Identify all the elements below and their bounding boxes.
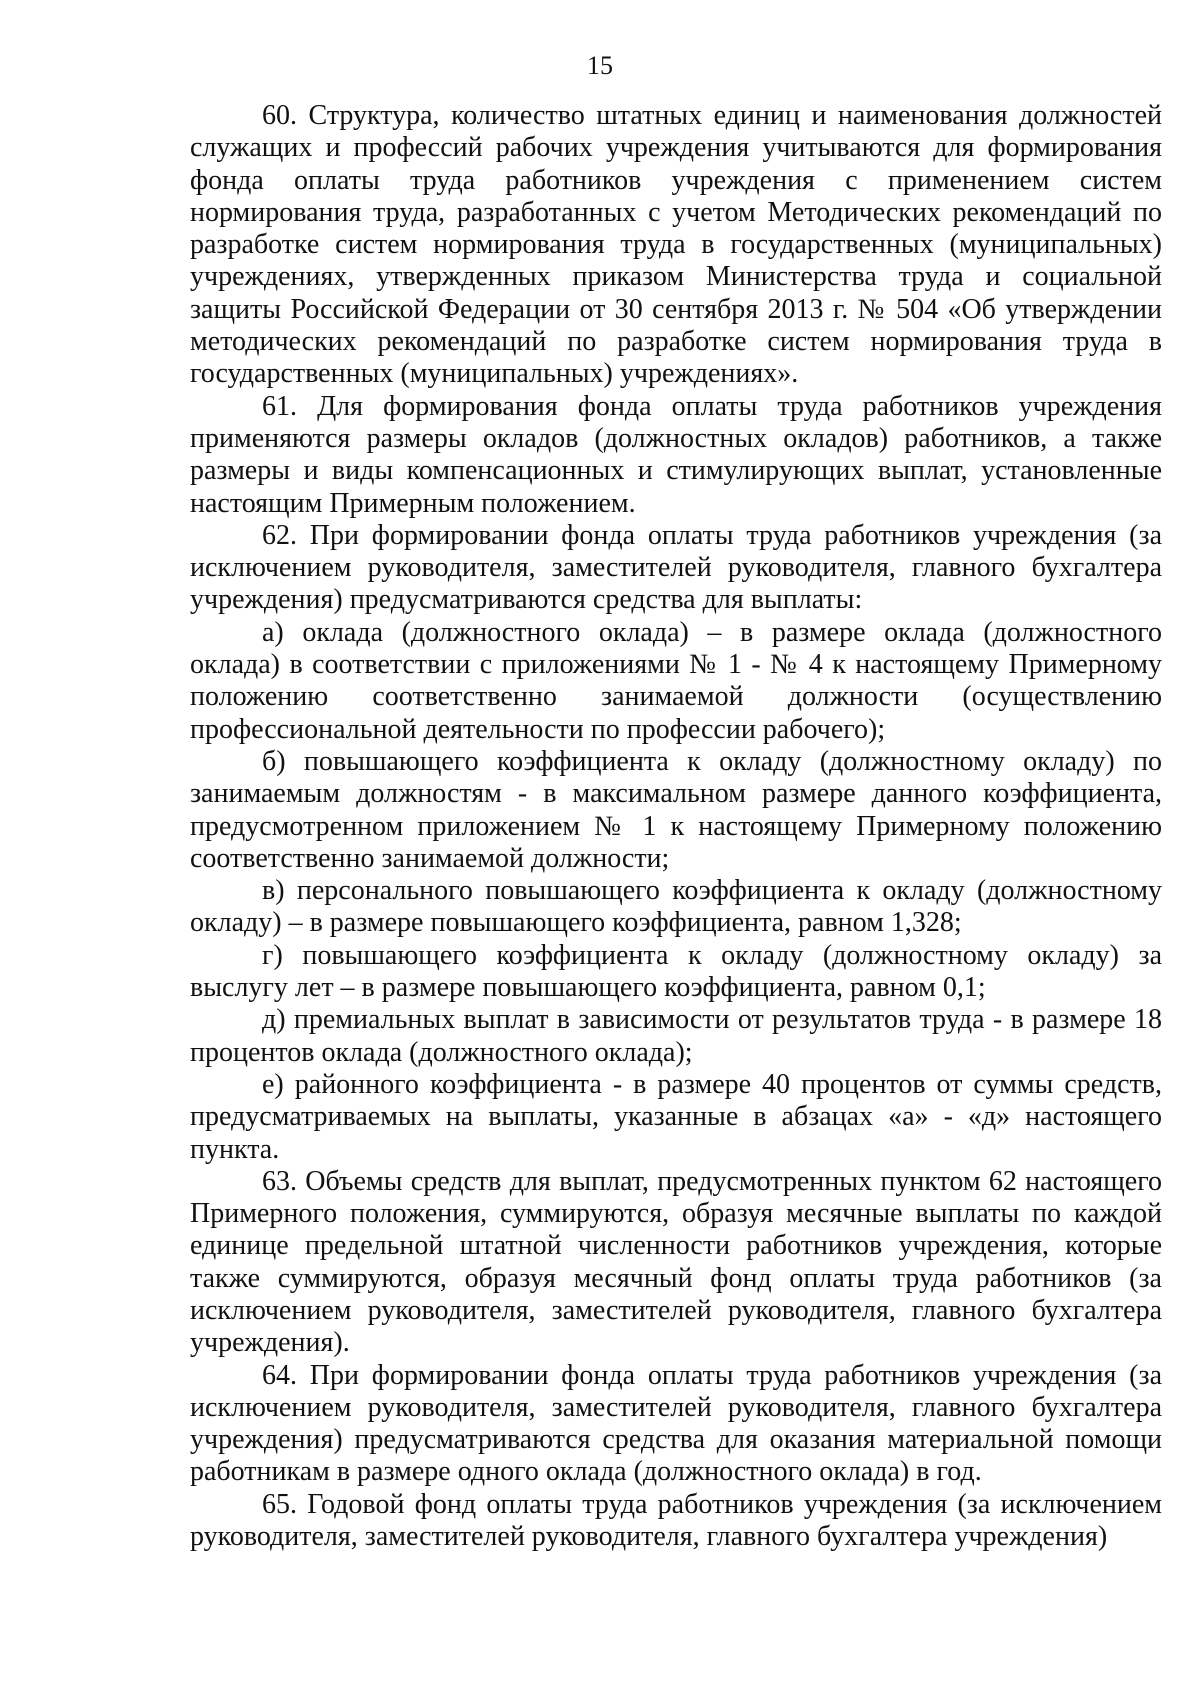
paragraph-62-e: е) районного коэффициента - в размере 40 процентов от суммы средств, предусматриваемых на выплаты, указанные в абзацах «а» - «д» настоящего пункта. [190, 1068, 1162, 1165]
paragraph-65: 65. Годовой фонд оплаты труда работников учреждения (за исключением руководителя, заместителей руководителя, главного бухгалтера учреждения) [190, 1488, 1162, 1553]
document-body [190, 100, 1162, 1553]
paragraph-62: 62. При формировании фонда оплаты труда работников учреждения (за исключением руководителя, заместителей руководителя, главного бухгалтера учреждения) предусматриваются средства для выплаты: [190, 519, 1162, 616]
paragraph-62-d: д) премиальных выплат в зависимости от результатов труда - в размере 18 процентов оклада (должностного оклада); [190, 1004, 1162, 1068]
paragraph-64: 64. При формировании фонда оплаты труда работников учреждения (за исключением руководителя, заместителей руководителя, главного бухгалтера учреждения) предусматриваются средства для оказания материальной помощи работникам в размере одного оклада (должностного оклада) в год. [190, 1359, 1162, 1488]
paragraph-60: 60. Структура, количество штатных единиц и наименования должностей служащих и профессий рабочих учреждения учитываются для формирования фонда оплаты труда работников учреждения с применением систем нормирования труда, разработанных с учетом Методических рекомендаций по разработке систем нормирования труда в государственных (муниципальных) учреждениях, утвержденных приказом Министерства труда и социальной защиты Российской Федерации от 30 сентября 2013 г. № 504 «Об утверждении методических рекомендаций по разработке систем нормирования труда в государственных (муниципальных) учреждениях». [190, 100, 1162, 390]
paragraph-63: 63. Объемы средств для выплат, предусмотренных пунктом 62 настоящего Примерного положения, суммируются, образуя месячные выплаты по каждой единице предельной штатной численности работников учреждения, которые также суммируются, образуя месячный фонд оплаты труда работников (за исключением руководителя, заместителей руководителя, главного бухгалтера учреждения). [190, 1165, 1162, 1359]
paragraph-62-v: в) персонального повышающего коэффициента к окладу (должностному окладу) – в размере повышающего коэффициента, равном 1,328; [190, 875, 1162, 939]
paragraph-61: 61. Для формирования фонда оплаты труда работников учреждения применяются размеры окладов (должностных окладов) работников, а также размеры и виды компенсационных и стимулирующих выплат, установленные настоящим Примерным положением. [190, 390, 1162, 519]
paragraph-62-a: а) оклада (должностного оклада) – в размере оклада (должностного оклада) в соответствии с приложениями № 1 - № 4 к настоящему Примерному положению соответственно занимаемой должности (осуществлению профессиональной деятельности по профессии рабочего); [190, 616, 1162, 745]
paragraph-62-b: б) повышающего коэффициента к окладу (должностному окладу) по занимаемым должностям - в максимальном размере данного коэффициента, предусмотренном приложением № 1 к настоящему Примерному положению соответственно занимаемой должности; [190, 745, 1162, 874]
page-number: 15 [587, 51, 613, 80]
paragraph-62-g: г) повышающего коэффициента к окладу (должностному окладу) за выслугу лет – в размере повышающего коэффициента, равном 0,1; [190, 939, 1162, 1004]
